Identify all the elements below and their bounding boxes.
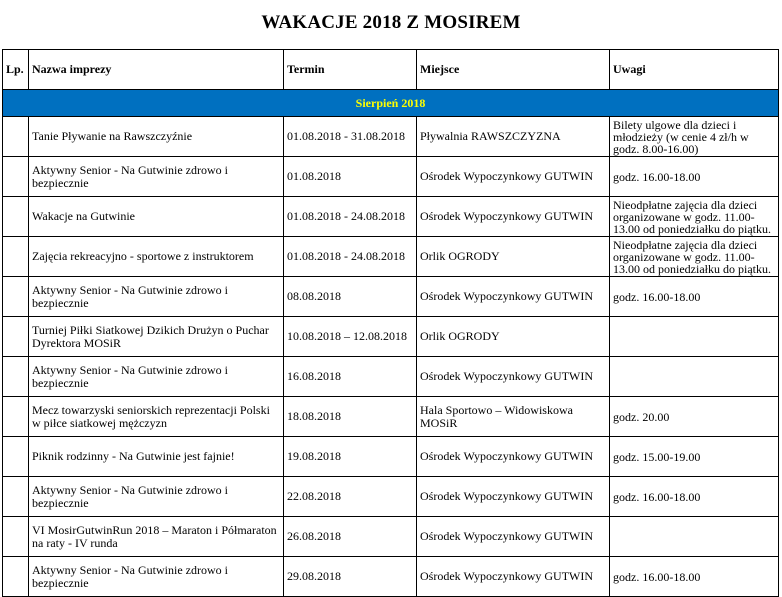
event-place-cell: Ośrodek Wypoczynkowy GUTWIN (417, 557, 610, 597)
table-row (3, 317, 779, 357)
event-name-cell: Mecz towarzyski seniorskich reprezentacji Polski w piłce siatkowej mężczyzn (29, 397, 284, 437)
column-header-place: Miejsce (417, 50, 610, 90)
event-place-cell: Ośrodek Wypoczynkowy GUTWIN (417, 477, 610, 517)
event-notes-cell: godz. 15.00-19.00 (610, 437, 779, 477)
column-header-name: Nazwa imprezy (29, 50, 284, 90)
table-row (3, 277, 779, 317)
event-name-cell: Turniej Piłki Siatkowej Dzikich Drużyn o Puchar Dyrektora MOSiR (29, 317, 284, 357)
event-name-cell: Zajęcia rekreacyjno - sportowe z instruktorem (29, 237, 284, 277)
event-notes-cell: Nieodpłatne zajęcia dla dzieci organizowane w godz. 11.00-13.00 od poniedziałku do piątku. (610, 237, 779, 277)
event-notes-cell (610, 517, 779, 557)
table-body (3, 90, 779, 597)
event-place-cell: Ośrodek Wypoczynkowy GUTWIN (417, 437, 610, 477)
event-notes-cell (610, 357, 779, 397)
event-date-cell: 01.08.2018 - 31.08.2018 (284, 117, 417, 157)
event-name-cell: Aktywny Senior - Na Gutwinie zdrowo i bezpiecznie (29, 557, 284, 597)
event-place-cell: Orlik OGRODY (417, 237, 610, 277)
table-row (3, 397, 779, 437)
event-notes-cell: godz. 20.00 (610, 397, 779, 437)
event-notes-cell: godz. 16.00-18.00 (610, 277, 779, 317)
event-name-cell: Aktywny Senior - Na Gutwinie zdrowo i bezpiecznie (29, 357, 284, 397)
event-date-cell: 26.08.2018 (284, 517, 417, 557)
event-date-cell: 16.08.2018 (284, 357, 417, 397)
event-place-cell: Ośrodek Wypoczynkowy GUTWIN (417, 357, 610, 397)
table-row (3, 437, 779, 477)
row-lp-cell (3, 357, 29, 397)
event-name-cell: Aktywny Senior - Na Gutwinie zdrowo i bezpiecznie (29, 277, 284, 317)
event-date-cell: 01.08.2018 - 24.08.2018 (284, 237, 417, 277)
column-header-date: Termin (284, 50, 417, 90)
event-place-cell: Ośrodek Wypoczynkowy GUTWIN (417, 197, 610, 237)
row-lp-cell (3, 397, 29, 437)
column-header-lp: Lp. (3, 50, 29, 90)
table-row (3, 117, 779, 157)
event-place-cell: Ośrodek Wypoczynkowy GUTWIN (417, 277, 610, 317)
row-lp-cell (3, 317, 29, 357)
event-place-cell: Ośrodek Wypoczynkowy GUTWIN (417, 517, 610, 557)
events-table (2, 49, 779, 597)
event-name-cell: Wakacje na Gutwinie (29, 197, 284, 237)
event-notes-cell: godz. 16.00-18.00 (610, 557, 779, 597)
row-lp-cell (3, 197, 29, 237)
event-date-cell: 01.08.2018 (284, 157, 417, 197)
event-date-cell: 18.08.2018 (284, 397, 417, 437)
event-place-cell: Pływalnia RAWSZCZYZNA (417, 117, 610, 157)
event-date-cell: 10.08.2018 – 12.08.2018 (284, 317, 417, 357)
event-place-cell: Ośrodek Wypoczynkowy GUTWIN (417, 157, 610, 197)
event-name-cell: Tanie Pływanie na Rawszczyźnie (29, 117, 284, 157)
event-name-cell: Aktywny Senior - Na Gutwinie zdrowo i bezpiecznie (29, 477, 284, 517)
table-row (3, 357, 779, 397)
event-date-cell: 22.08.2018 (284, 477, 417, 517)
month-band-label: Sierpień 2018 (3, 90, 779, 117)
row-lp-cell (3, 477, 29, 517)
event-date-cell: 08.08.2018 (284, 277, 417, 317)
table-row (3, 517, 779, 557)
row-lp-cell (3, 157, 29, 197)
event-notes-cell: godz. 16.00-18.00 (610, 477, 779, 517)
row-lp-cell (3, 517, 29, 557)
event-notes-cell: Nieodpłatne zajęcia dla dzieci organizowane w godz. 11.00-13.00 od poniedziałku do piątku. (610, 197, 779, 237)
column-header-notes: Uwagi (610, 50, 779, 90)
event-name-cell: Aktywny Senior - Na Gutwinie zdrowo i bezpiecznie (29, 157, 284, 197)
header-row (3, 50, 779, 90)
event-notes-cell: Bilety ulgowe dla dzieci i młodzieży (w cenie 4 zł/h w godz. 8.00-16.00) (610, 117, 779, 157)
table-row (3, 237, 779, 277)
event-place-cell: Orlik OGRODY (417, 317, 610, 357)
event-notes-cell (610, 317, 779, 357)
row-lp-cell (3, 437, 29, 477)
table-row (3, 197, 779, 237)
event-place-cell: Hala Sportowo – Widowiskowa MOSiR (417, 397, 610, 437)
row-lp-cell (3, 237, 29, 277)
event-date-cell: 19.08.2018 (284, 437, 417, 477)
document-title: WAKACJE 2018 Z MOSIREM (261, 12, 521, 33)
row-lp-cell (3, 277, 29, 317)
table-row (3, 157, 779, 197)
event-name-cell: Piknik rodzinny - Na Gutwinie jest fajnie! (29, 437, 284, 477)
row-lp-cell (3, 117, 29, 157)
event-date-cell: 29.08.2018 (284, 557, 417, 597)
table-row (3, 477, 779, 517)
month-band-row (3, 90, 779, 117)
event-notes-cell: godz. 16.00-18.00 (610, 157, 779, 197)
event-date-cell: 01.08.2018 - 24.08.2018 (284, 197, 417, 237)
event-name-cell: VI MosirGutwinRun 2018 – Maraton i Półmaraton na raty - IV runda (29, 517, 284, 557)
